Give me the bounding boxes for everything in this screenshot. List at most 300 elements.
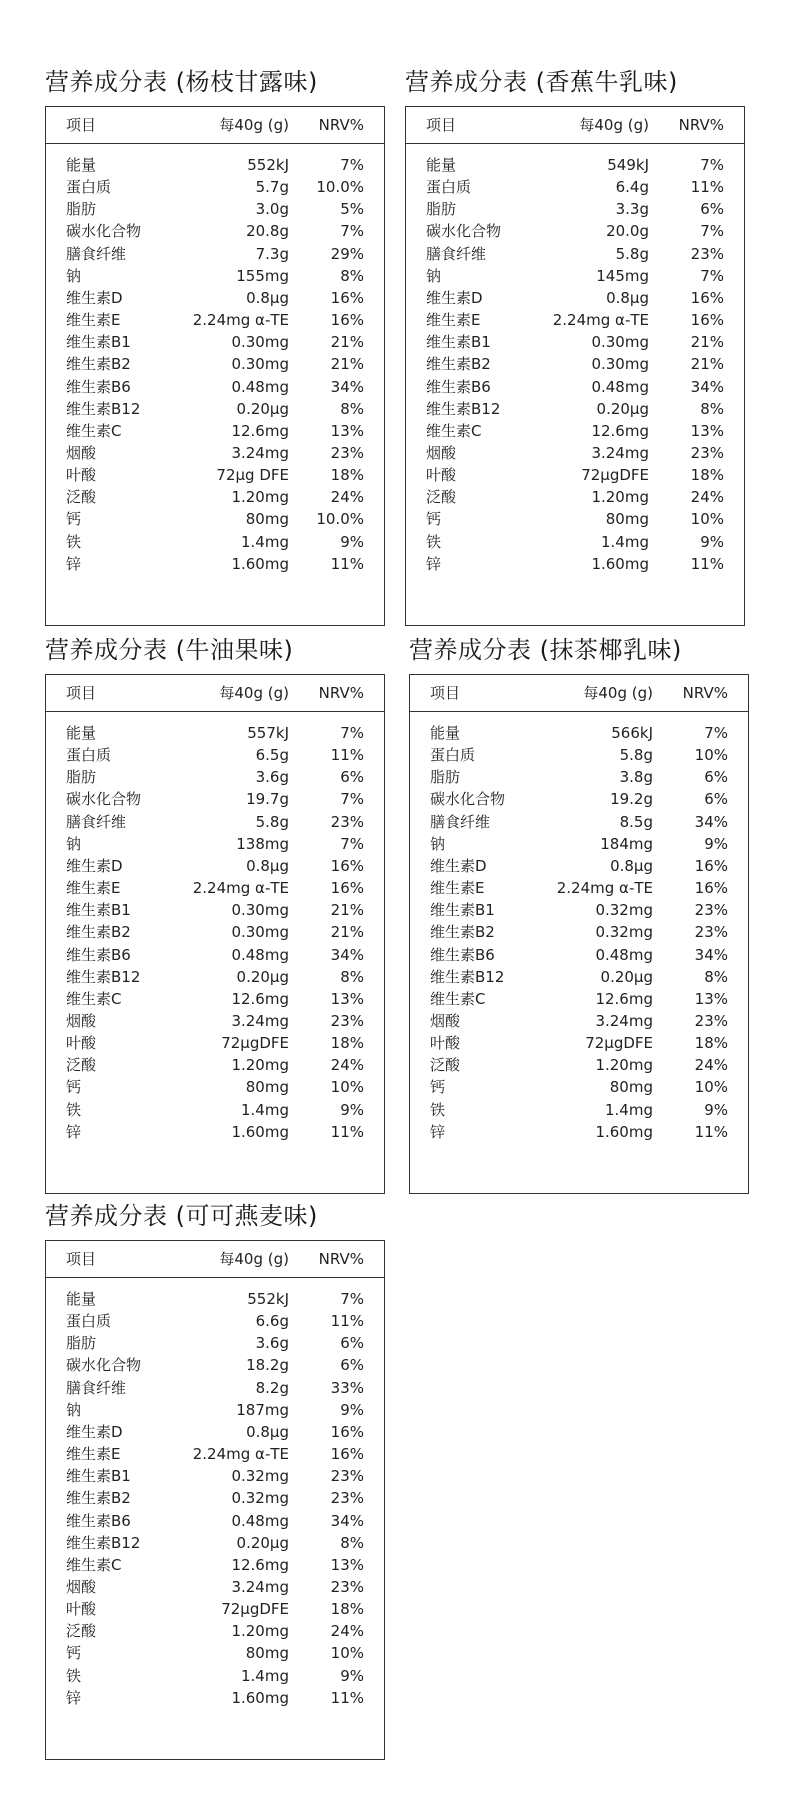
table-row [46,1620,384,1642]
nutrition-panel [45,62,385,626]
nutrient-nrv: 29% [330,244,364,263]
nutrition-panel [45,630,385,1194]
nutrient-nrv: 13% [694,989,728,1008]
nutrient-amount: 12.6mg [231,421,289,440]
table-row [46,1487,384,1509]
nutrient-nrv: 7% [340,724,364,742]
nutrient-nrv: 8% [700,399,724,418]
table-row [46,1443,384,1465]
header-item: 项目 [66,116,97,134]
nutrient-amount: 552kJ [247,1290,289,1308]
table-title: 营养成分表 (抹茶椰乳味) [409,636,682,664]
nutrient-amount: 1.4mg [605,1100,653,1119]
nutrient-nrv: 16% [330,1422,364,1441]
table-row [46,464,384,486]
nutrient-name: 脂肪 [66,200,97,219]
table-row [46,1010,384,1032]
nutrient-amount: 184mg [600,834,653,853]
nutrient-nrv: 34% [694,945,728,964]
nutrient-nrv: 23% [330,1011,364,1030]
nutrient-name: 烟酸 [430,1011,461,1030]
table-row [46,855,384,877]
nutrient-amount: 3.3g [615,200,649,219]
table-row [410,744,748,766]
nutrient-name: 叶酸 [66,466,97,485]
nutrient-nrv: 24% [330,1622,364,1641]
nutrient-name: 能量 [66,724,97,742]
nutrient-nrv: 16% [690,288,724,307]
nutrient-name: 维生素E [426,311,481,330]
nutrient-name: 蛋白质 [426,178,472,197]
nutrient-nrv: 11% [330,1122,364,1141]
nutrient-nrv: 6% [700,200,724,219]
nutrient-name: 叶酸 [66,1600,97,1619]
header-item: 项目 [66,1250,97,1268]
table-row [406,243,744,265]
header-amount: 每40g (g) [219,684,289,702]
header-nrv: NRV% [682,684,728,702]
table-row [46,1532,384,1554]
table-title: 营养成分表 (牛油果味) [45,636,294,664]
nutrient-nrv: 11% [330,1688,364,1707]
table-row [46,398,384,420]
nutrient-nrv: 13% [330,421,364,440]
nutrient-nrv: 34% [330,945,364,964]
table-row [46,154,384,176]
nutrient-amount: 12.6mg [591,421,649,440]
table-row [406,265,744,287]
nutrient-name: 能量 [426,156,457,174]
nutrient-name: 维生素B6 [430,945,495,964]
table-row [410,788,748,810]
table-row [406,176,744,198]
nutrient-amount: 0.30mg [231,355,289,374]
nutrient-amount: 80mg [245,1644,289,1663]
nutrient-nrv: 16% [330,311,364,330]
table-row [410,811,748,833]
nutrient-name: 泛酸 [66,488,97,507]
nutrient-amount: 20.0g [606,222,649,241]
nutrient-amount: 3.24mg [231,1011,289,1030]
nutrient-nrv: 23% [330,1577,364,1596]
nutrient-name: 维生素C [66,421,122,440]
nutrient-name: 锌 [66,1122,82,1141]
nutrient-amount: 8.5g [619,812,653,831]
nutrient-nrv: 34% [330,1511,364,1530]
nutrient-amount: 0.48mg [231,945,289,964]
nutrient-name: 钠 [430,834,446,853]
nutrition-table [45,1240,385,1760]
nutrient-amount: 12.6mg [595,989,653,1008]
nutrient-name: 泛酸 [426,488,457,507]
nutrient-name: 碳水化合物 [426,222,502,241]
nutrient-nrv: 11% [694,1122,728,1141]
nutrient-name: 维生素C [66,1555,122,1574]
nutrient-name: 维生素B1 [66,1467,131,1486]
nutrient-nrv: 34% [694,812,728,831]
nutrient-amount: 2.24mg α-TE [192,311,289,330]
table-row [410,1121,748,1143]
table-row [46,176,384,198]
nutrient-name: 维生素B2 [430,923,495,942]
nutrient-nrv: 18% [330,1034,364,1053]
header-nrv: NRV% [318,684,364,702]
nutrient-nrv: 7% [700,222,724,241]
table-row [410,766,748,788]
nutrient-amount: 0.20μg [600,967,653,986]
nutrient-name: 维生素B12 [66,967,141,986]
nutrient-amount: 1.60mg [231,554,289,573]
table-row [46,1598,384,1620]
nutrient-nrv: 23% [330,1489,364,1508]
nutrient-amount: 12.6mg [231,989,289,1008]
table-row [46,353,384,375]
table-title: 营养成分表 (杨枝甘露味) [45,68,318,96]
nutrient-nrv: 18% [690,466,724,485]
nutrient-nrv: 13% [330,989,364,1008]
table-header [46,107,384,144]
table-header [406,107,744,144]
nutrient-nrv: 9% [340,1666,364,1685]
nutrient-nrv: 7% [340,156,364,174]
nutrient-nrv: 11% [330,746,364,765]
nutrient-nrv: 6% [340,1356,364,1375]
nutrition-table [405,106,745,626]
table-row [46,243,384,265]
nutrient-name: 维生素D [430,856,487,875]
nutrient-nrv: 7% [700,266,724,285]
nutrient-amount: 3.24mg [595,1011,653,1030]
header-amount: 每40g (g) [579,116,649,134]
nutrient-name: 碳水化合物 [66,1356,142,1375]
nutrient-nrv: 7% [340,790,364,809]
nutrient-name: 维生素B2 [66,355,131,374]
nutrient-amount: 80mg [245,510,289,529]
nutrient-nrv: 11% [690,554,724,573]
nutrient-amount: 1.20mg [231,1622,289,1641]
table-row [406,353,744,375]
nutrient-name: 泛酸 [66,1622,97,1641]
nutrient-nrv: 10% [690,510,724,529]
table-row [46,1576,384,1598]
nutrient-name: 维生素D [66,288,123,307]
nutrient-nrv: 11% [330,554,364,573]
nutrient-nrv: 18% [330,466,364,485]
nutrient-nrv: 16% [330,856,364,875]
table-row [46,1310,384,1332]
nutrition-table [45,106,385,626]
nutrient-nrv: 7% [704,724,728,742]
nutrient-name: 膳食纤维 [66,812,127,831]
table-row [410,855,748,877]
nutrient-name: 膳食纤维 [66,1378,127,1397]
table-row [406,331,744,353]
table-row [46,265,384,287]
nutrient-amount: 0.8μg [246,288,289,307]
nutrient-name: 蛋白质 [66,746,112,765]
table-row [410,944,748,966]
table-row [46,877,384,899]
nutrient-name: 钠 [426,266,442,285]
nutrient-amount: 18.2g [246,1356,289,1375]
nutrient-nrv: 18% [330,1600,364,1619]
table-row [406,309,744,331]
table-row [46,966,384,988]
nutrition-table [409,674,749,1194]
table-header [410,675,748,712]
table-row [406,154,744,176]
header-nrv: NRV% [678,116,724,134]
table-row [46,944,384,966]
nutrient-nrv: 34% [330,377,364,396]
table-row [406,220,744,242]
nutrient-amount: 155mg [236,266,289,285]
table-row [46,1554,384,1576]
table-row [410,833,748,855]
header-amount: 每40g (g) [219,1250,289,1268]
nutrient-nrv: 23% [694,901,728,920]
nutrient-nrv: 21% [330,355,364,374]
nutrient-nrv: 9% [340,1100,364,1119]
nutrient-nrv: 34% [690,377,724,396]
nutrient-name: 维生素E [66,879,121,898]
table-row [410,1054,748,1076]
nutrient-name: 钙 [66,1078,82,1097]
nutrition-panel [405,62,745,626]
nutrient-nrv: 8% [340,1533,364,1552]
nutrient-amount: 5.8g [619,746,653,765]
nutrient-amount: 1.60mg [591,554,649,573]
nutrient-amount: 80mg [605,510,649,529]
nutrient-amount: 7.3g [255,244,289,263]
nutrient-nrv: 8% [340,266,364,285]
nutrient-amount: 72μgDFE [585,1034,653,1053]
nutrient-amount: 0.32mg [231,1489,289,1508]
header-nrv: NRV% [318,116,364,134]
nutrient-nrv: 8% [340,967,364,986]
nutrient-amount: 1.20mg [231,488,289,507]
nutrient-name: 维生素E [66,311,121,330]
nutrient-amount: 0.30mg [591,355,649,374]
nutrient-nrv: 9% [340,1400,364,1419]
nutrient-amount: 19.7g [246,790,289,809]
table-row [410,966,748,988]
table-row [406,442,744,464]
nutrient-nrv: 21% [690,355,724,374]
nutrient-nrv: 9% [700,532,724,551]
nutrient-amount: 0.20μg [236,399,289,418]
nutrient-amount: 20.8g [246,222,289,241]
nutrient-name: 脂肪 [66,768,97,787]
nutrient-nrv: 6% [340,1334,364,1353]
nutrient-amount: 1.60mg [595,1122,653,1141]
nutrient-amount: 0.20μg [236,1533,289,1552]
nutrient-nrv: 21% [690,333,724,352]
nutrient-nrv: 18% [694,1034,728,1053]
nutrient-nrv: 8% [704,967,728,986]
nutrient-name: 维生素B2 [66,923,131,942]
nutrient-name: 烟酸 [66,443,97,462]
nutrient-amount: 0.30mg [231,923,289,942]
nutrient-amount: 1.4mg [601,532,649,551]
nutrient-amount: 0.8μg [246,1422,289,1441]
nutrient-amount: 0.20μg [596,399,649,418]
table-row [410,722,748,744]
table-row [410,877,748,899]
table-row [46,309,384,331]
nutrient-nrv: 6% [704,768,728,787]
table-row [46,988,384,1010]
nutrient-nrv: 8% [340,399,364,418]
nutrient-amount: 3.6g [255,768,289,787]
nutrient-amount: 3.24mg [231,1577,289,1596]
nutrient-name: 碳水化合物 [66,790,142,809]
nutrient-amount: 3.0g [255,200,289,219]
nutrient-name: 蛋白质 [66,178,112,197]
header-nrv: NRV% [318,1250,364,1268]
nutrient-nrv: 7% [700,156,724,174]
nutrient-amount: 138mg [236,834,289,853]
table-row [46,766,384,788]
nutrient-nrv: 21% [330,923,364,942]
nutrient-nrv: 23% [694,1011,728,1030]
nutrient-nrv: 16% [690,311,724,330]
table-row [406,508,744,530]
table-row [406,464,744,486]
nutrient-nrv: 7% [340,222,364,241]
table-row [46,331,384,353]
table-row [410,1076,748,1098]
nutrient-name: 维生素B1 [66,901,131,920]
nutrient-name: 铁 [66,1666,82,1685]
nutrient-nrv: 10% [694,746,728,765]
nutrient-name: 维生素B12 [66,399,141,418]
table-row [406,198,744,220]
nutrient-name: 铁 [426,532,442,551]
nutrient-amount: 1.20mg [595,1056,653,1075]
table-row [46,1054,384,1076]
table-row [410,988,748,1010]
nutrient-name: 维生素B6 [426,377,491,396]
nutrient-name: 维生素B1 [66,333,131,352]
nutrient-amount: 3.24mg [591,443,649,462]
nutrient-name: 维生素C [430,989,486,1008]
table-row [410,1099,748,1121]
nutrient-name: 叶酸 [66,1034,97,1053]
nutrient-amount: 72μgDFE [221,1034,289,1053]
nutrient-amount: 0.48mg [231,1511,289,1530]
nutrient-amount: 72μg DFE [216,466,289,485]
nutrient-name: 锌 [430,1122,446,1141]
nutrient-nrv: 23% [330,1467,364,1486]
table-header [46,675,384,712]
table-row [46,553,384,575]
nutrient-nrv: 9% [340,532,364,551]
nutrient-nrv: 23% [694,923,728,942]
nutrient-name: 蛋白质 [66,1312,112,1331]
nutrient-amount: 145mg [596,266,649,285]
nutrient-amount: 1.20mg [231,1056,289,1075]
nutrient-nrv: 7% [340,834,364,853]
nutrient-nrv: 10% [330,1078,364,1097]
table-header [46,1241,384,1278]
nutrition-panel [409,630,749,1194]
nutrient-amount: 549kJ [607,156,649,174]
table-row [406,531,744,553]
table-row [46,1687,384,1709]
nutrient-name: 锌 [426,554,442,573]
nutrient-name: 维生素B2 [66,1489,131,1508]
nutrient-name: 维生素D [66,856,123,875]
nutrient-nrv: 16% [330,288,364,307]
table-row [410,1010,748,1032]
nutrient-name: 能量 [66,156,97,174]
nutrient-amount: 19.2g [610,790,653,809]
header-amount: 每40g (g) [583,684,653,702]
nutrient-name: 铁 [66,532,82,551]
table-row [46,833,384,855]
nutrient-name: 膳食纤维 [66,244,127,263]
nutrition-panel [45,1196,385,1760]
nutrient-name: 维生素B2 [426,355,491,374]
nutrient-name: 铁 [66,1100,82,1119]
nutrient-nrv: 9% [704,834,728,853]
nutrient-name: 碳水化合物 [66,222,142,241]
nutrient-name: 烟酸 [66,1011,97,1030]
nutrient-name: 铁 [430,1100,446,1119]
nutrient-amount: 72μgDFE [581,466,649,485]
table-row [46,1421,384,1443]
nutrient-name: 脂肪 [430,768,461,787]
table-row [46,1288,384,1310]
nutrient-amount: 3.8g [619,768,653,787]
nutrient-nrv: 33% [330,1378,364,1397]
table-row [406,420,744,442]
nutrient-name: 脂肪 [426,200,457,219]
nutrient-nrv: 9% [704,1100,728,1119]
nutrient-amount: 0.8μg [246,856,289,875]
nutrient-nrv: 10.0% [316,178,364,197]
nutrient-name: 烟酸 [66,1577,97,1596]
table-row [46,1642,384,1664]
nutrient-nrv: 23% [330,443,364,462]
nutrient-name: 钠 [66,266,82,285]
table-row [46,198,384,220]
nutrient-amount: 5.7g [255,178,289,197]
nutrient-nrv: 16% [330,1445,364,1464]
table-row [46,744,384,766]
table-row [410,899,748,921]
nutrient-amount: 6.5g [255,746,289,765]
nutrient-amount: 80mg [609,1078,653,1097]
nutrient-name: 碳水化合物 [430,790,506,809]
nutrient-amount: 8.2g [255,1378,289,1397]
nutrient-amount: 187mg [236,1400,289,1419]
nutrient-name: 膳食纤维 [430,812,491,831]
nutrient-nrv: 10% [694,1078,728,1097]
nutrient-amount: 0.32mg [231,1467,289,1486]
nutrient-amount: 2.24mg α-TE [552,311,649,330]
table-row [410,921,748,943]
nutrient-name: 维生素B1 [426,333,491,352]
nutrient-nrv: 13% [690,421,724,440]
table-row [46,508,384,530]
table-title: 营养成分表 (可可燕麦味) [45,1202,318,1230]
nutrient-name: 泛酸 [430,1056,461,1075]
nutrient-name: 钙 [66,510,82,529]
header-amount: 每40g (g) [219,116,289,134]
nutrient-amount: 6.6g [255,1312,289,1331]
